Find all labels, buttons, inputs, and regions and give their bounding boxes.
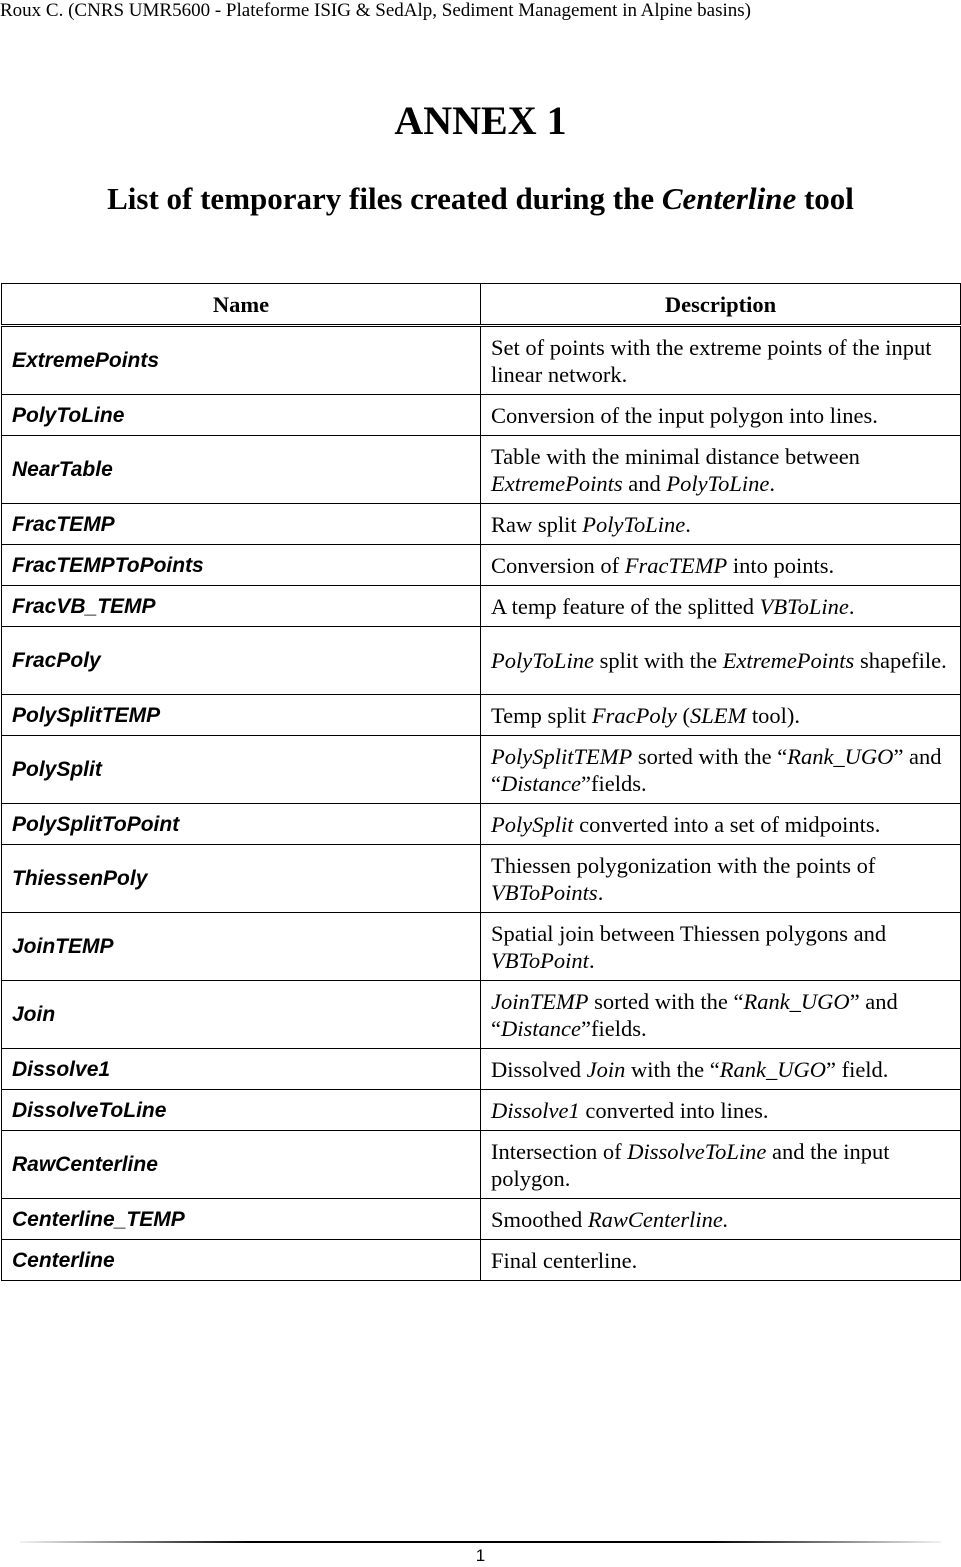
description-text: ”fields. xyxy=(580,770,647,796)
file-description-cell xyxy=(481,1199,961,1240)
table-row xyxy=(2,736,961,804)
file-name-cell: PolySplitTEMP xyxy=(2,695,481,736)
description-italic-term: ExtremePoints xyxy=(491,470,623,496)
file-description-cell xyxy=(481,845,961,913)
description-text: shapefile. xyxy=(854,648,947,673)
description-text: . xyxy=(769,470,775,496)
table-row xyxy=(2,326,961,395)
table-row xyxy=(2,1090,961,1131)
footer-divider xyxy=(20,1541,941,1543)
file-description-cell xyxy=(481,695,961,736)
description-text: split with the xyxy=(593,648,723,673)
table-row xyxy=(2,913,961,981)
description-text: Smoothed xyxy=(491,1206,588,1232)
description-text: ( xyxy=(676,702,691,728)
description-italic-term: PolyToLine xyxy=(582,511,686,537)
file-description-cell xyxy=(481,504,961,545)
temporary-files-table xyxy=(1,283,961,1281)
description-italic-term: Distance xyxy=(501,1015,581,1041)
file-name-cell: Join xyxy=(2,981,481,1049)
file-name-cell: NearTable xyxy=(2,436,481,504)
description-italic-term: Rank_UGO xyxy=(719,1056,826,1082)
running-header: Roux C. (CNRS UMR5600 - Plateforme ISIG & SedAlp, Sediment Management in Alpine basins) xyxy=(0,0,751,21)
description-text: ” field. xyxy=(825,1056,889,1082)
description-text: sorted with the “ xyxy=(632,743,788,769)
description-text: Table with the minimal distance between xyxy=(491,443,860,469)
description-text: Conversion of xyxy=(491,552,625,578)
description-text: and the input polygon. xyxy=(491,1138,890,1191)
description-text: ” and “ xyxy=(491,988,898,1041)
table-row xyxy=(2,845,961,913)
table-row xyxy=(2,1240,961,1281)
description-italic-term: VBToLine xyxy=(759,593,849,619)
table-row xyxy=(2,1131,961,1199)
description-text: tool). xyxy=(746,702,801,728)
file-description-cell xyxy=(481,804,961,845)
file-name-cell: ExtremePoints xyxy=(2,326,481,395)
description-text: ” and “ xyxy=(491,743,942,796)
column-header-name: Name xyxy=(2,284,481,326)
column-header-description: Description xyxy=(481,284,961,326)
description-text: Final centerline. xyxy=(491,1247,638,1273)
description-italic-term: ExtremePoints xyxy=(722,648,855,673)
file-description-cell xyxy=(481,545,961,586)
table-header-row xyxy=(2,284,961,326)
description-text: with the “ xyxy=(625,1056,720,1082)
file-name-cell: FracTEMP xyxy=(2,504,481,545)
description-text: converted into a set of midpoints. xyxy=(573,811,881,837)
description-text: A temp feature of the splitted xyxy=(491,593,760,619)
file-description-cell xyxy=(481,627,961,695)
table-row xyxy=(2,1199,961,1240)
subtitle-emphasis: Centerline xyxy=(661,181,797,216)
table-row xyxy=(2,695,961,736)
description-italic-term: DissolveToLine xyxy=(627,1138,767,1164)
file-name-cell: PolySplitToPoint xyxy=(2,804,481,845)
description-text: . xyxy=(848,593,855,619)
file-description-cell xyxy=(481,436,961,504)
file-name-cell: ThiessenPoly xyxy=(2,845,481,913)
file-description-cell xyxy=(481,913,961,981)
description-text: . xyxy=(597,879,604,905)
description-italic-term: VBToPoints xyxy=(491,879,598,905)
file-name-cell: PolySplit xyxy=(2,736,481,804)
description-italic-term: PolySplit xyxy=(491,811,574,837)
file-name-cell: FracTEMPToPoints xyxy=(2,545,481,586)
file-name-cell: DissolveToLine xyxy=(2,1090,481,1131)
description-italic-term: Dissolve1 xyxy=(491,1097,580,1123)
file-description-cell xyxy=(481,981,961,1049)
description-text: Dissolved xyxy=(491,1056,587,1082)
description-italic-term: PolyToLine xyxy=(491,648,594,673)
description-text: into points. xyxy=(727,552,835,578)
table-row xyxy=(2,395,961,436)
file-name-cell: FracVB_TEMP xyxy=(2,586,481,627)
description-text: Conversion of the input polygon into lines. xyxy=(491,402,878,428)
table-row xyxy=(2,586,961,627)
file-name-cell: RawCenterline xyxy=(2,1131,481,1199)
table-row xyxy=(2,504,961,545)
description-italic-term: JoinTEMP xyxy=(491,988,589,1014)
table-row xyxy=(2,1049,961,1090)
description-italic-term: FracPoly xyxy=(591,702,677,728)
file-name-cell: JoinTEMP xyxy=(2,913,481,981)
description-text: Intersection of xyxy=(491,1138,628,1164)
description-italic-term: Join xyxy=(586,1056,626,1082)
file-description-cell xyxy=(481,395,961,436)
file-name-cell: PolyToLine xyxy=(2,395,481,436)
file-description-cell xyxy=(481,1049,961,1090)
description-text: . xyxy=(588,947,595,973)
description-italic-term: Rank_UGO xyxy=(787,743,894,769)
file-description-cell xyxy=(481,326,961,395)
table-row xyxy=(2,436,961,504)
table-body xyxy=(2,326,961,1281)
description-text: sorted with the “ xyxy=(588,988,744,1014)
file-description-cell xyxy=(481,736,961,804)
description-text: and xyxy=(622,470,667,496)
page-title: ANNEX 1 xyxy=(394,98,567,143)
description-text: Temp split xyxy=(491,702,592,728)
description-text: Spatial join between Thiessen polygons and xyxy=(491,920,887,946)
description-text: ”fields. xyxy=(580,1015,647,1041)
description-text: converted into lines. xyxy=(579,1097,769,1123)
table-row xyxy=(2,981,961,1049)
file-name-cell: Dissolve1 xyxy=(2,1049,481,1090)
description-italic-term: Distance xyxy=(501,770,581,796)
description-italic-term: SLEM xyxy=(690,702,747,728)
file-description-cell xyxy=(481,1131,961,1199)
description-italic-term: RawCenterline. xyxy=(587,1206,729,1232)
file-name-cell: Centerline_TEMP xyxy=(2,1199,481,1240)
description-text: . xyxy=(685,511,691,537)
subtitle-text-before: List of temporary files created during the xyxy=(107,181,662,216)
description-text: Raw split xyxy=(491,511,583,537)
file-name-cell: Centerline xyxy=(2,1240,481,1281)
description-text: Thiessen polygonization with the points of xyxy=(491,852,876,878)
description-italic-term: PolyToLine xyxy=(666,470,770,496)
table-row xyxy=(2,627,961,695)
file-description-cell xyxy=(481,586,961,627)
description-italic-term: FracTEMP xyxy=(624,552,728,578)
file-name-cell: FracPoly xyxy=(2,627,481,695)
page-number: 1 xyxy=(475,1546,486,1565)
page-subtitle xyxy=(0,180,961,218)
file-description-cell xyxy=(481,1240,961,1281)
description-italic-term: Rank_UGO xyxy=(743,988,850,1014)
file-description-cell xyxy=(481,1090,961,1131)
table-row xyxy=(2,804,961,845)
description-italic-term: PolySplitTEMP xyxy=(491,743,633,769)
description-text: Set of points with the extreme points of the input linear network. xyxy=(491,334,932,387)
subtitle-text-after: tool xyxy=(796,181,854,216)
description-italic-term: VBToPoint xyxy=(491,947,589,973)
table-row xyxy=(2,545,961,586)
